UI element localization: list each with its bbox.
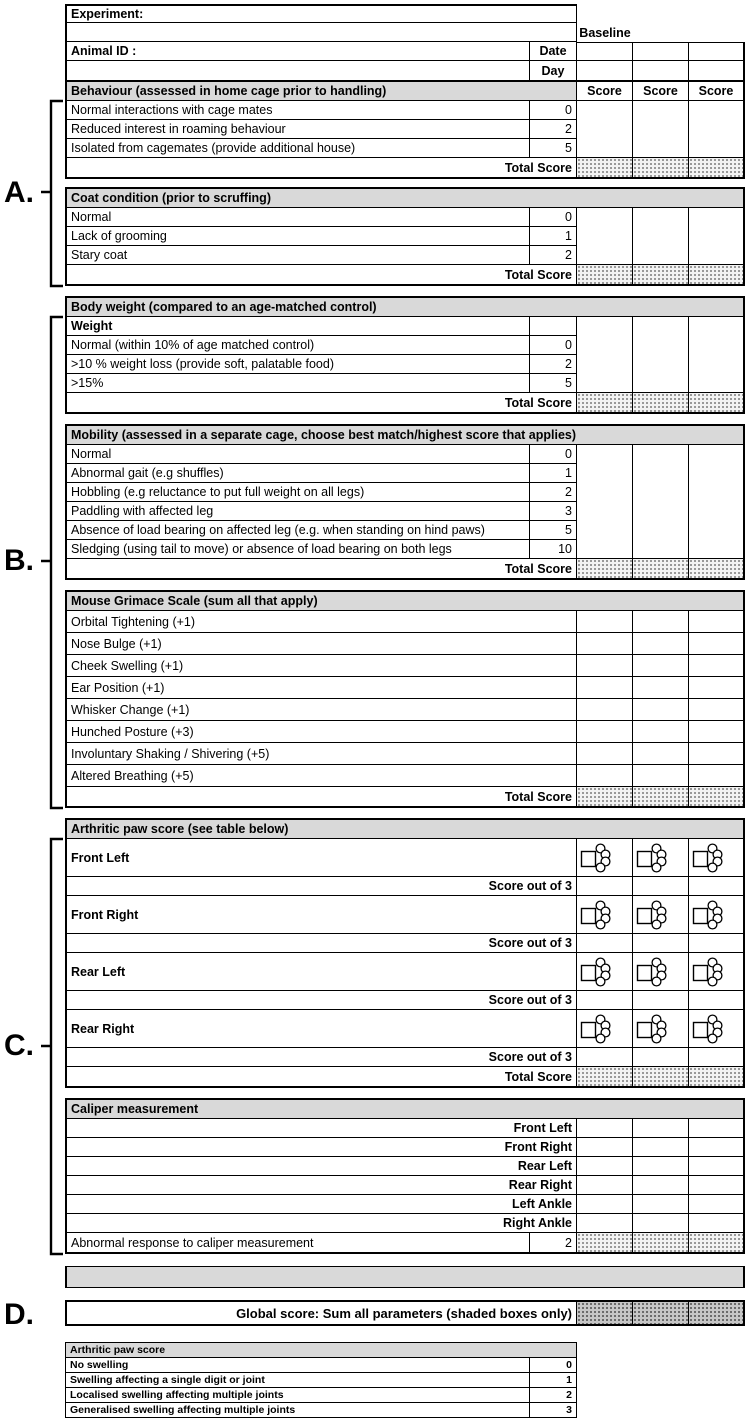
grimace-score-cell[interactable]	[689, 633, 745, 655]
weight-blank-cell	[530, 317, 577, 336]
body-weight-section-title: Body weight (compared to an age-matched control)	[65, 296, 745, 317]
criterion-label: Lack of grooming	[65, 227, 530, 246]
criterion-label: Reduced interest in roaming behaviour	[65, 120, 530, 139]
paw-icon	[580, 1014, 616, 1044]
arthritic-section-title: Arthritic paw score (see table below)	[65, 818, 745, 839]
paw-icon	[580, 843, 616, 873]
paw-icon	[636, 1014, 672, 1044]
caliper-entry-cell[interactable]	[689, 1119, 745, 1138]
section-gap	[65, 1288, 745, 1300]
grimace-score-cell[interactable]	[577, 721, 633, 743]
divider-bar-row	[65, 1266, 745, 1288]
criterion-points: 5	[530, 374, 577, 393]
total-score-cell[interactable]	[577, 158, 633, 179]
grimace-score-cell[interactable]	[577, 611, 633, 633]
mobility-section-title: Mobility (assessed in a separate cage, choose best match/highest score that applies)	[65, 424, 745, 445]
criterion-label: Abnormal gait (e.g shuffles)	[65, 464, 530, 483]
caliper-row-label: Rear Right	[65, 1176, 577, 1195]
paw-score-entry-cell[interactable]	[689, 934, 745, 953]
grimace-score-cell[interactable]	[577, 633, 633, 655]
total-score-cell[interactable]	[633, 158, 689, 179]
total-score-label: Total Score	[65, 158, 577, 179]
grimace-item-label: Involuntary Shaking / Shivering (+5)	[65, 743, 577, 765]
section-gap	[65, 414, 745, 424]
animal-id-label: Animal ID :	[65, 42, 530, 61]
paw-icon	[692, 843, 728, 873]
total-score-cell[interactable]	[577, 393, 633, 414]
section-letter-c: C.	[4, 1029, 34, 1062]
grimace-item-label: Altered Breathing (+5)	[65, 765, 577, 787]
grimace-score-cell[interactable]	[633, 633, 689, 655]
paw-score-entry-cell[interactable]	[577, 877, 633, 896]
caliper-section	[65, 1098, 745, 1254]
global-score-label: Global score: Sum all parameters (shaded boxes only)	[65, 1300, 577, 1326]
score-out-of-3-label: Score out of 3	[65, 934, 577, 953]
section-letter-b: B.	[4, 544, 34, 577]
criterion-points: 1	[530, 464, 577, 483]
paw-icon	[636, 957, 672, 987]
score-out-of-3-label: Score out of 3	[65, 877, 577, 896]
total-score-cell[interactable]	[577, 265, 633, 286]
caliper-row-label: Right Ankle	[65, 1214, 577, 1233]
behaviour-section	[65, 80, 745, 179]
section-gap	[65, 580, 745, 590]
criterion-points: 5	[530, 139, 577, 158]
mobility-section	[65, 424, 745, 580]
criterion-points: 2	[530, 355, 577, 374]
date-entry-cell[interactable]	[633, 42, 689, 61]
criterion-points: 0	[530, 445, 577, 464]
experiment-entry-cell[interactable]	[65, 23, 577, 42]
grimace-score-cell[interactable]	[689, 699, 745, 721]
grimace-score-cell[interactable]	[633, 655, 689, 677]
abnormal-response-score-cell[interactable]	[577, 1233, 633, 1254]
grimace-item-label: Whisker Change (+1)	[65, 699, 577, 721]
section-gap	[65, 808, 745, 818]
criterion-label: Absence of load bearing on affected leg (e.g. when standing on hind paws)	[65, 521, 530, 540]
total-score-cell[interactable]	[633, 1067, 689, 1088]
grimace-score-cell[interactable]	[577, 765, 633, 787]
caliper-entry-cell[interactable]	[577, 1119, 633, 1138]
criterion-points: 3	[530, 502, 577, 521]
grimace-item-label: Nose Bulge (+1)	[65, 633, 577, 655]
grimace-score-cell[interactable]	[577, 655, 633, 677]
mobility-score-box[interactable]	[577, 445, 633, 559]
caliper-entry-cell[interactable]	[633, 1176, 689, 1195]
total-score-cell[interactable]	[633, 265, 689, 286]
caliper-entry-cell[interactable]	[577, 1157, 633, 1176]
weight-score-box[interactable]	[689, 317, 745, 393]
caliper-entry-cell[interactable]	[577, 1214, 633, 1233]
caliper-row-label: Front Right	[65, 1138, 577, 1157]
total-score-cell[interactable]	[577, 787, 633, 808]
paw-score-entry-cell[interactable]	[633, 934, 689, 953]
grimace-score-cell[interactable]	[633, 765, 689, 787]
grimace-score-cell[interactable]	[689, 677, 745, 699]
criterion-points: 2	[530, 483, 577, 502]
paw-score-cell[interactable]	[689, 839, 745, 877]
paw-score-entry-cell[interactable]	[689, 1048, 745, 1067]
scoring-sheet	[65, 4, 745, 1418]
legend-row-value: 2	[530, 1388, 577, 1403]
body-weight-section	[65, 296, 745, 414]
legend-row-value: 3	[530, 1403, 577, 1418]
experiment-label: Experiment:	[65, 4, 577, 23]
bracket-a	[41, 101, 63, 286]
day-entry-cell[interactable]	[689, 61, 745, 80]
grimace-score-cell[interactable]	[633, 699, 689, 721]
paw-label: Rear Right	[65, 1010, 577, 1048]
caliper-entry-cell[interactable]	[633, 1214, 689, 1233]
caliper-entry-cell[interactable]	[577, 1195, 633, 1214]
legend-row-label: Swelling affecting a single digit or joint	[65, 1373, 530, 1388]
weight-subheader: Weight	[65, 317, 530, 336]
paw-score-cell[interactable]	[633, 896, 689, 934]
paw-label: Front Left	[65, 839, 577, 877]
grimace-score-cell[interactable]	[689, 721, 745, 743]
criterion-points: 1	[530, 227, 577, 246]
legend-table	[65, 1342, 577, 1418]
caliper-row-label: Front Left	[65, 1119, 577, 1138]
criterion-points: 0	[530, 208, 577, 227]
caliper-entry-cell[interactable]	[689, 1195, 745, 1214]
caliper-entry-cell[interactable]	[633, 1119, 689, 1138]
grimace-score-cell[interactable]	[689, 655, 745, 677]
grimace-score-cell[interactable]	[689, 743, 745, 765]
coat-score-box[interactable]	[633, 208, 689, 265]
baseline-label: Baseline	[577, 23, 633, 42]
grimace-score-cell[interactable]	[577, 743, 633, 765]
paw-score-cell[interactable]	[633, 953, 689, 991]
mobility-score-box[interactable]	[633, 445, 689, 559]
grimace-item-label: Hunched Posture (+3)	[65, 721, 577, 743]
global-score-cell[interactable]	[689, 1300, 745, 1326]
criterion-points: 5	[530, 521, 577, 540]
legend-row-label: Generalised swelling affecting multiple joints	[65, 1403, 530, 1418]
grimace-section-title: Mouse Grimace Scale (sum all that apply)	[65, 590, 745, 611]
weight-score-box[interactable]	[577, 317, 633, 393]
bracket-b	[41, 317, 63, 808]
grimace-section	[65, 590, 745, 808]
grimace-score-cell[interactable]	[633, 721, 689, 743]
paw-icon	[692, 900, 728, 930]
legend-row-label: Localised swelling affecting multiple joints	[65, 1388, 530, 1403]
paw-score-cell[interactable]	[577, 953, 633, 991]
criterion-label: >10 % weight loss (provide soft, palatable food)	[65, 355, 530, 374]
caliper-entry-cell[interactable]	[689, 1176, 745, 1195]
caliper-entry-cell[interactable]	[577, 1138, 633, 1157]
total-score-cell[interactable]	[689, 393, 745, 414]
total-score-label: Total Score	[65, 1067, 577, 1088]
header-block	[65, 4, 745, 80]
day-entry-cell[interactable]	[577, 61, 633, 80]
bracket-c	[41, 839, 63, 1254]
paw-score-entry-cell[interactable]	[633, 877, 689, 896]
total-score-cell[interactable]	[633, 559, 689, 580]
global-score-cell[interactable]	[633, 1300, 689, 1326]
coat-section-title: Coat condition (prior to scruffing)	[65, 187, 745, 208]
weight-score-box[interactable]	[633, 317, 689, 393]
grimace-item-label: Orbital Tightening (+1)	[65, 611, 577, 633]
criterion-label: Normal interactions with cage mates	[65, 101, 530, 120]
caliper-section-title: Caliper measurement	[65, 1098, 745, 1119]
section-letter-a: A.	[4, 176, 34, 209]
criterion-label: Normal	[65, 445, 530, 464]
paw-icon	[636, 843, 672, 873]
paw-score-entry-cell[interactable]	[577, 1048, 633, 1067]
total-score-label: Total Score	[65, 559, 577, 580]
global-score-section	[65, 1300, 745, 1326]
divider-bar	[65, 1266, 745, 1288]
criterion-label: Stary coat	[65, 246, 530, 265]
paw-label: Rear Left	[65, 953, 577, 991]
criterion-label: Sledging (using tail to move) or absence of load bearing on both legs	[65, 540, 530, 559]
coat-section	[65, 187, 745, 286]
total-score-cell[interactable]	[577, 1067, 633, 1088]
caliper-entry-cell[interactable]	[633, 1195, 689, 1214]
caliper-entry-cell[interactable]	[689, 1138, 745, 1157]
section-gap	[65, 1088, 745, 1098]
mobility-score-box[interactable]	[689, 445, 745, 559]
section-letter-d: D.	[4, 1298, 34, 1331]
day-label: Day	[530, 61, 577, 80]
legend-row-label: No swelling	[65, 1358, 530, 1373]
paw-label: Front Right	[65, 896, 577, 934]
grimace-score-cell[interactable]	[577, 699, 633, 721]
paw-score-cell[interactable]	[633, 1010, 689, 1048]
criterion-label: Hobbling (e.g reluctance to put full weight on all legs)	[65, 483, 530, 502]
grimace-score-cell[interactable]	[689, 765, 745, 787]
behaviour-score-box[interactable]	[633, 101, 689, 158]
score-column-header: Score	[689, 80, 745, 101]
behaviour-score-box[interactable]	[689, 101, 745, 158]
paw-icon	[692, 957, 728, 987]
criterion-label: Normal (within 10% of age matched control)	[65, 336, 530, 355]
paw-icon	[580, 957, 616, 987]
date-entry-cell[interactable]	[689, 42, 745, 61]
criterion-points: 2	[530, 246, 577, 265]
paw-icon	[636, 900, 672, 930]
global-score-cell[interactable]	[577, 1300, 633, 1326]
caliper-row-label: Rear Left	[65, 1157, 577, 1176]
score-out-of-3-label: Score out of 3	[65, 991, 577, 1010]
criterion-label: Normal	[65, 208, 530, 227]
grimace-item-label: Cheek Swelling (+1)	[65, 655, 577, 677]
caliper-entry-cell[interactable]	[689, 1157, 745, 1176]
criterion-points: 2	[530, 120, 577, 139]
total-score-label: Total Score	[65, 787, 577, 808]
total-score-label: Total Score	[65, 265, 577, 286]
grimace-score-cell[interactable]	[633, 743, 689, 765]
score-column-header: Score	[633, 80, 689, 101]
criterion-label: Paddling with affected leg	[65, 502, 530, 521]
section-gap	[65, 1326, 745, 1342]
legend-row-value: 1	[530, 1373, 577, 1388]
paw-score-cell[interactable]	[577, 839, 633, 877]
grimace-score-cell[interactable]	[633, 611, 689, 633]
caliper-entry-cell[interactable]	[633, 1157, 689, 1176]
total-score-cell[interactable]	[689, 1067, 745, 1088]
paw-score-entry-cell[interactable]	[633, 1048, 689, 1067]
behaviour-score-box[interactable]	[577, 101, 633, 158]
caliper-entry-cell[interactable]	[633, 1138, 689, 1157]
criterion-label: >15%	[65, 374, 530, 393]
paw-score-entry-cell[interactable]	[689, 877, 745, 896]
coat-score-box[interactable]	[689, 208, 745, 265]
grimace-score-cell[interactable]	[633, 677, 689, 699]
criterion-points: 0	[530, 101, 577, 120]
paw-icon	[692, 1014, 728, 1044]
abnormal-response-label: Abnormal response to caliper measurement	[65, 1233, 530, 1254]
paw-score-cell[interactable]	[633, 839, 689, 877]
total-score-label: Total Score	[65, 393, 577, 414]
animal-id-entry-cell[interactable]	[65, 61, 530, 80]
paw-icon	[580, 900, 616, 930]
caliper-entry-cell[interactable]	[689, 1214, 745, 1233]
total-score-cell[interactable]	[689, 787, 745, 808]
caliper-row-label: Left Ankle	[65, 1195, 577, 1214]
date-label: Date	[530, 42, 577, 61]
total-score-cell[interactable]	[689, 559, 745, 580]
legend-title: Arthritic paw score	[65, 1342, 577, 1358]
paw-score-cell[interactable]	[577, 1010, 633, 1048]
caliper-entry-cell[interactable]	[577, 1176, 633, 1195]
abnormal-response-score-cell[interactable]	[689, 1233, 745, 1254]
day-entry-cell[interactable]	[633, 61, 689, 80]
paw-score-entry-cell[interactable]	[633, 991, 689, 1010]
total-score-cell[interactable]	[633, 393, 689, 414]
abnormal-response-points: 2	[530, 1233, 577, 1254]
section-gap	[65, 179, 745, 187]
paw-score-cell[interactable]	[689, 1010, 745, 1048]
section-gap	[65, 1254, 745, 1266]
paw-score-entry-cell[interactable]	[577, 934, 633, 953]
date-entry-cell[interactable]	[577, 42, 633, 61]
coat-score-box[interactable]	[577, 208, 633, 265]
criterion-label: Isolated from cagemates (provide additional house)	[65, 139, 530, 158]
score-column-header: Score	[577, 80, 633, 101]
criterion-points: 0	[530, 336, 577, 355]
grimace-item-label: Ear Position (+1)	[65, 677, 577, 699]
paw-score-cell[interactable]	[689, 953, 745, 991]
total-score-cell[interactable]	[689, 158, 745, 179]
paw-score-entry-cell[interactable]	[577, 991, 633, 1010]
criterion-points: 10	[530, 540, 577, 559]
section-gap	[65, 286, 745, 296]
total-score-cell[interactable]	[633, 787, 689, 808]
paw-score-cell[interactable]	[689, 896, 745, 934]
behaviour-section-title: Behaviour (assessed in home cage prior to handling)	[65, 80, 577, 101]
total-score-cell[interactable]	[577, 559, 633, 580]
score-out-of-3-label: Score out of 3	[65, 1048, 577, 1067]
total-score-cell[interactable]	[689, 265, 745, 286]
paw-score-cell[interactable]	[577, 896, 633, 934]
arthritic-section	[65, 818, 745, 1088]
abnormal-response-score-cell[interactable]	[633, 1233, 689, 1254]
legend-row-value: 0	[530, 1358, 577, 1373]
paw-score-entry-cell[interactable]	[689, 991, 745, 1010]
grimace-score-cell[interactable]	[577, 677, 633, 699]
section-brackets	[0, 0, 66, 1422]
grimace-score-cell[interactable]	[689, 611, 745, 633]
